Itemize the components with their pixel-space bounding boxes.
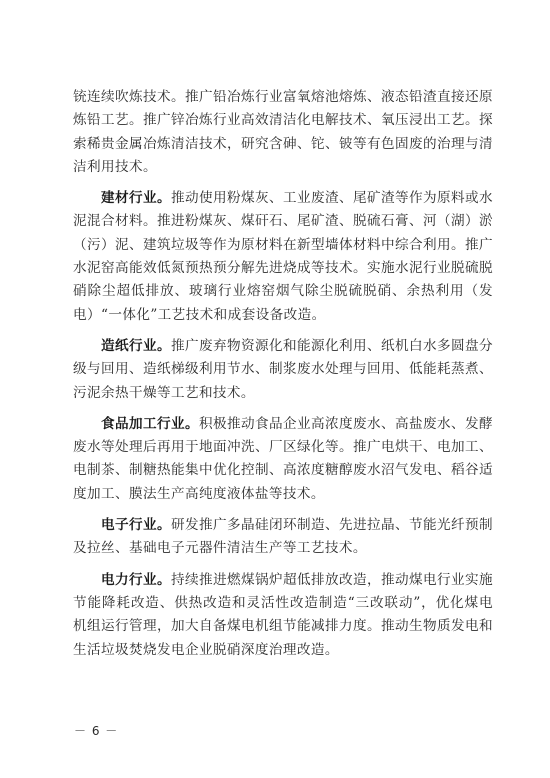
- body-text: [73, 86, 493, 662]
- paragraph-paper: [73, 335, 493, 405]
- paragraph-text: 积极推动食品企业高浓度废水、高盐废水、发酵废水等处理后再用于地面冲洗、厂区绿化等。推广电烘干、电加工、电制茶、制糖热能集中优化控制、高浓度糖醇废水沼气发电、稻谷适度加工、膜法生产高纯度液体盐等技术。: [73, 415, 493, 502]
- paragraph-nonferrous-continued: [73, 86, 493, 179]
- paragraph-text: 研发推广多晶硅闭环制造、先进拉晶、节能光纤预制及拉丝、基础电子元器件清洁生产等工艺技术。: [73, 517, 494, 557]
- paragraph-text: 推广废弃物资源化和能源化利用、纸机白水多圆盘分级与回用、造纸梯级利用节水、制浆废水处理与回用、低能耗蒸煮、污泥余热干燥等工艺和技术。: [73, 337, 494, 401]
- section-heading-paper: 造纸行业。: [101, 337, 172, 354]
- paragraph-text: 铳连续吹炼技术。推广铅冶炼行业富氧熔池熔炼、液态铅渣直接还原炼铅工艺。推广锌冶炼行业高效清洁化电解技术、氧压浸出工艺。探索稀贵金属冶炼清洁技术，研究含砷、铊、铍等有色固废的治理与清洁利用技术。: [73, 89, 493, 175]
- paragraph-electronics: [73, 514, 493, 561]
- paragraph-text: 推动使用粉煤灰、工业废渣、尾矿渣等作为原料或水泥混合材料。推进粉煤灰、煤矸石、尾矿渣、脱硫石膏、河（湖）淤（污）泥、建筑垃圾等作为原材料在新型墙体材料中综合利用。推广水泥窑高能效低氮预热预分解先进烧成等技术。实施水泥行业脱硫脱硝除尘超低排放、玻璃行业熔窑烟气除尘脱硫脱硝、余热利用（发电）“一体化”工艺技术和成套设备改造。: [73, 190, 494, 323]
- paragraph-text: 持续推进燃煤锅炉超低排放改造，推动煤电行业实施节能降耗改造、供热改造和灵活性改造制造“三改联动”，优化煤电机组运行管理，加大自备煤电机组节能减排力度。推动生物质发电和生活垃圾焚烧发电企业脱硝深度治理改造。: [73, 571, 494, 658]
- section-heading-food-processing: 食品加工行业。: [101, 415, 199, 432]
- paragraph-power: [73, 569, 493, 662]
- section-heading-building-materials: 建材行业。: [101, 190, 172, 207]
- section-heading-power: 电力行业。: [101, 571, 172, 588]
- section-heading-electronics: 电子行业。: [101, 517, 172, 534]
- paragraph-building-materials: [73, 187, 493, 327]
- paragraph-food-processing: [73, 413, 493, 506]
- page-number: － 6 －: [74, 724, 119, 738]
